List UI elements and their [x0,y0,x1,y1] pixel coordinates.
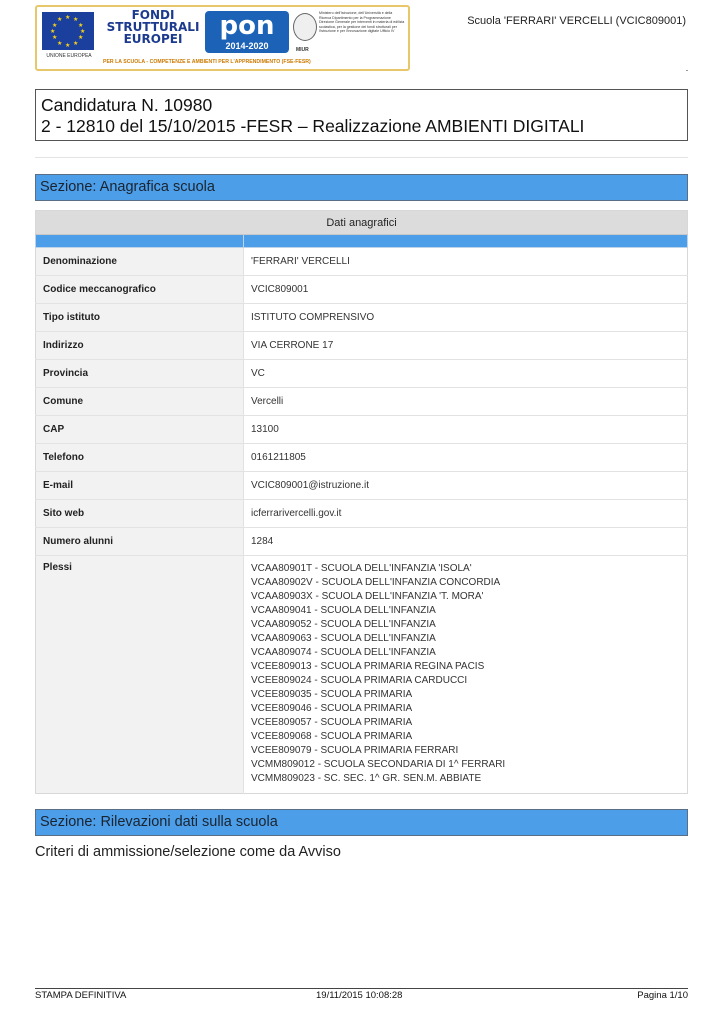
candidature-number: Candidatura N. 10980 [41,95,213,115]
candidature-title-box [35,89,688,141]
plesso-item: VCEE809035 - SCUOLA PRIMARIA [251,689,413,700]
fondi-line-1: FONDI [131,8,175,22]
plesso-item: VCEE809079 - SCUOLA PRIMARIA FERRARI [251,745,459,756]
pon-word: pon [219,11,275,41]
row-label: Tipo istituto [36,304,244,332]
plesso-item: VCMM809023 - SC. SEC. 1^ GR. SEN.M. ABBIATE [251,773,482,784]
footer-timestamp: 19/11/2015 10:08:28 [316,990,403,1001]
plesso-item: VCAA80902V - SCUOLA DELL'INFANZIA CONCORDIA [251,577,501,588]
plesso-item: VCMM809012 - SCUOLA SECONDARIA DI 1^ FERRARI [251,759,506,770]
table-row [36,388,688,416]
row-value: ISTITUTO COMPRENSIVO [244,304,688,332]
header-cell [36,235,244,248]
plesso-item: VCAA809074 - SCUOLA DELL'INFANZIA [251,647,436,658]
fondi-line-2: STRUTTURALI [106,20,200,34]
row-value: VC [244,360,688,388]
pon-logo [205,11,289,53]
fondi-line-3: EUROPEI [123,32,183,46]
school-data-table [35,210,688,794]
plesso-item: VCAA809063 - SCUOLA DELL'INFANZIA [251,633,436,644]
miur-description: Ministero dell'Istruzione, dell'Università e della Ricerca Dipartimento per la Programmazione Direzione Generale per interventi in materia di edilizia scolastica, per la gestione dei fondi strutturali per l'istruzione e per l'innovazione digitale Ufficio IV [319,11,405,34]
divider [35,157,688,158]
plesso-item: VCEE809046 - SCUOLA PRIMARIA [251,703,413,714]
plesso-item: VCEE809024 - SCUOLA PRIMARIA CARDUCCI [251,675,468,686]
row-label: Indirizzo [36,332,244,360]
school-header: Scuola 'FERRARI' VERCELLI (VCIC809001) [467,15,686,27]
plesso-item: VCEE809013 - SCUOLA PRIMARIA REGINA PACIS [251,661,485,672]
plesso-item: VCEE809057 - SCUOLA PRIMARIA [251,717,413,728]
footer-divider [35,988,688,989]
header-banner-logo [35,5,410,71]
table-row [36,528,688,556]
table-row [36,444,688,472]
row-label: Provincia [36,360,244,388]
plesso-item: VCAA809052 - SCUOLA DELL'INFANZIA [251,619,436,630]
table-caption: Dati anagrafici [36,211,688,235]
row-value: VIA CERRONE 17 [244,332,688,360]
banner-subtitle: PER LA SCUOLA - COMPETENZE E AMBIENTI PER L'APPRENDIMENTO (FSE-FESR) [103,59,311,65]
plesso-item: VCAA809041 - SCUOLA DELL'INFANZIA [251,605,436,616]
pon-years: 2014-2020 [225,41,269,51]
table-row [36,276,688,304]
eu-label: UNIONE EUROPEA [46,53,92,59]
table-row [36,416,688,444]
row-label: Sito web [36,500,244,528]
row-label: Comune [36,388,244,416]
row-label: Codice meccanografico [36,276,244,304]
table-row [36,304,688,332]
eu-flag-icon: ★ ★ ★ ★ ★ ★ ★ ★ ★ ★ ★ ★ [42,12,94,50]
row-label: E-mail [36,472,244,500]
criteria-text: Criteri di ammissione/selezione come da Avviso [35,844,341,860]
plesso-item: VCAA80903X - SCUOLA DELL'INFANZIA 'T. MORA' [251,591,484,602]
table-row [36,332,688,360]
page-mark [686,70,688,71]
footer-page-number: Pagina 1/10 [637,990,688,1001]
row-value: icferrarivercelli.gov.it [244,500,688,528]
candidature-description: 2 - 12810 del 15/10/2015 -FESR – Realizzazione AMBIENTI DIGITALI [41,116,585,136]
row-label: Plessi [36,556,244,794]
table-row [36,472,688,500]
table-header-row [36,235,688,248]
row-label: Numero alunni [36,528,244,556]
row-value: VCIC809001@istruzione.it [244,472,688,500]
fondi-strutturali-logo [103,9,203,45]
row-label: CAP [36,416,244,444]
italian-republic-emblem-icon [293,13,317,41]
table-row [36,500,688,528]
plessi-list [244,556,688,794]
row-value: 13100 [244,416,688,444]
plesso-item: VCAA80901T - SCUOLA DELL'INFANZIA 'ISOLA' [251,563,472,574]
row-value: VCIC809001 [244,276,688,304]
section-header-anagrafica: Sezione: Anagrafica scuola [35,174,688,201]
table-row [36,248,688,276]
row-label: Telefono [36,444,244,472]
plesso-item: VCEE809068 - SCUOLA PRIMARIA [251,731,413,742]
row-value: 0161211805 [244,444,688,472]
miur-label: MIUR [296,47,309,53]
row-value: Vercelli [244,388,688,416]
table-row [36,360,688,388]
row-value: 'FERRARI' VERCELLI [244,248,688,276]
row-value: 1284 [244,528,688,556]
row-label: Denominazione [36,248,244,276]
header-cell [244,235,688,248]
table-row-plessi [36,556,688,794]
section-header-rilevazioni: Sezione: Rilevazioni dati sulla scuola [35,809,688,836]
footer-status: STAMPA DEFINITIVA [35,990,127,1001]
